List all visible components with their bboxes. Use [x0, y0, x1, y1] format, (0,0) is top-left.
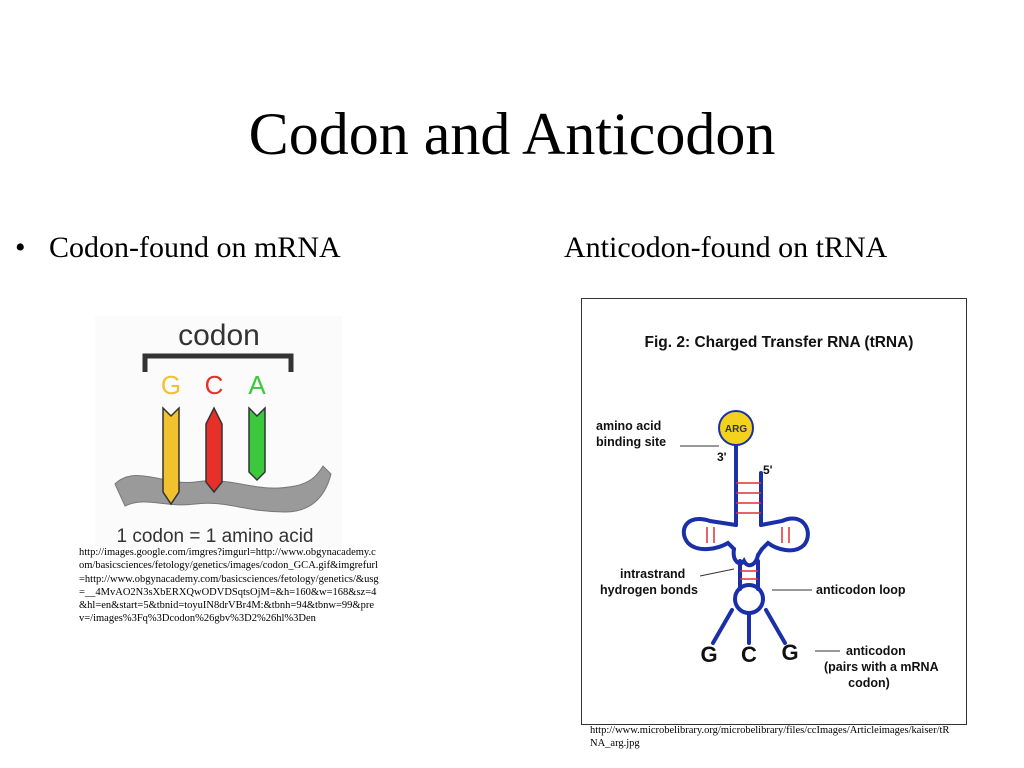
trna-image-source-caption: http://www.microbelibrary.org/microbelibrary/files/ccImages/Articleimages/kaiser/tRNA_arg.jpg — [590, 725, 950, 750]
base-a-peg-icon — [249, 408, 265, 480]
base-g-peg-icon — [163, 408, 179, 504]
codon-footer: 1 codon = 1 amino acid — [116, 526, 314, 547]
codon-base-a: A — [248, 370, 266, 400]
end-3-label: 3' — [717, 450, 727, 464]
bullet-codon — [15, 228, 341, 268]
anticodon-loop-label: anticodon loop — [816, 583, 906, 597]
anticodon-base-1: G — [700, 642, 718, 667]
slide-title: Codon and Anticodon — [248, 101, 776, 167]
bullet-codon-text: Codon-found on mRNA — [49, 231, 341, 264]
codon-base-c: C — [204, 370, 224, 400]
trna-diagram — [582, 299, 966, 724]
anticodon-label-line2: (pairs with a mRNA — [824, 660, 939, 674]
anticodon-base-3: G — [781, 640, 799, 665]
bullet-dot-icon: • — [15, 231, 26, 264]
codon-illustration — [95, 316, 342, 548]
trna-figure — [581, 298, 967, 725]
amino-acid-label: ARG — [724, 424, 748, 435]
trna-strand-icon — [684, 465, 808, 643]
hbonds-label-line1: intrastrand — [620, 567, 686, 581]
binding-site-label-line1: amino acid — [596, 419, 662, 433]
codon-image-source-caption: http://images.google.com/imgres?imgurl=http://www.obgynacademy.com/basicsciences/fetology/genetics/images/codon_GCA.gif&imgrefurl=http://www.obgynacademy.com/basicsciences/fetology/genetics/&usg=__4MvAO2N3sXbERXQwODVDSqtsOjM=&h=160&w=168&sz=4&hl=en&start=5&tbnid=toyuIN8drVBr4M:&tbnh=94&tbnw=99&prev=/images%3Fq%3Dcodon%26gbv%3D2%26hl%3Den — [79, 547, 379, 625]
anticodon-label-line3: codon) — [848, 676, 890, 690]
codon-base-g: G — [160, 370, 182, 400]
base-c-peg-icon — [206, 408, 222, 492]
trna-fig-heading: Fig. 2: Charged Transfer RNA (tRNA) — [644, 334, 914, 351]
codon-heading: codon — [178, 319, 260, 352]
binding-site-label-line2: binding site — [596, 435, 667, 449]
anticodon-heading-text: Anticodon-found on tRNA — [564, 231, 888, 264]
anticodon-base-2: C — [741, 642, 757, 667]
hbonds-label-line2: hydrogen bonds — [600, 583, 698, 597]
anticodon-label-line1: anticodon — [846, 644, 906, 658]
end-5-label: 5' — [763, 463, 773, 477]
